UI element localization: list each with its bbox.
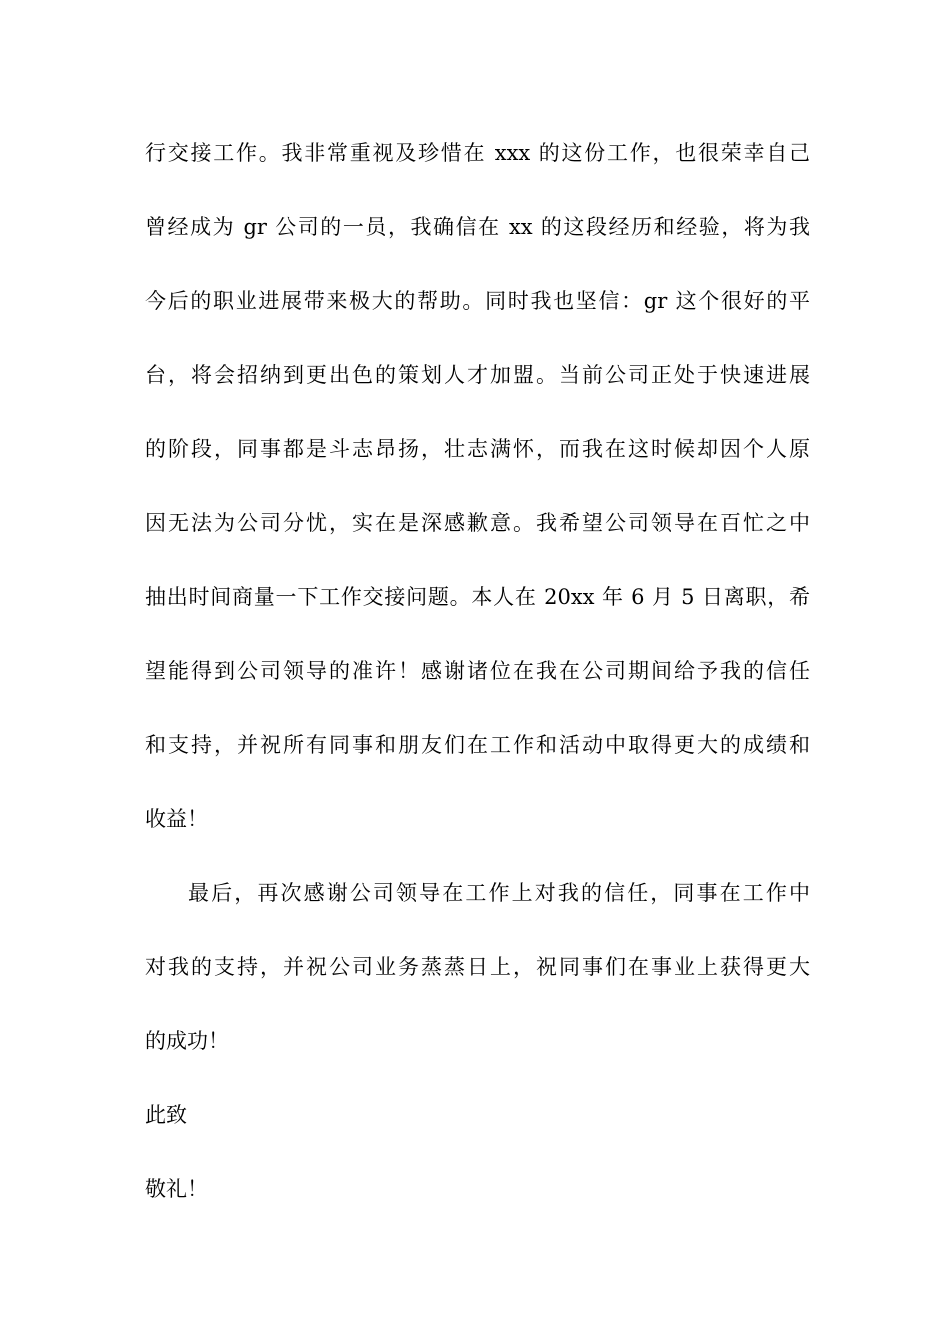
body-line: 今后的职业进展带来极大的帮助。同时我也坚信：gr 这个很好的平 <box>145 289 810 313</box>
salutation-line: 敬礼！ <box>145 1177 208 1201</box>
body-line: 的阶段，同事都是斗志昂扬，壮志满怀，而我在这时候却因个人原 <box>145 437 810 461</box>
body-line: 抽出时间商量一下工作交接问题。本人在 20xx 年 6 月 5 日离职，希 <box>145 585 810 609</box>
body-line: 行交接工作。我非常重视及珍惜在 xxx 的这份工作，也很荣幸自己 <box>145 141 810 165</box>
body-line: 和支持，并祝所有同事和朋友们在工作和活动中取得更大的成绩和 <box>145 733 810 757</box>
body-line: 最后，再次感谢公司领导在工作上对我的信任，同事在工作中 <box>188 881 810 905</box>
body-line: 的成功！ <box>145 1029 229 1053</box>
body-line: 台，将会招纳到更出色的策划人才加盟。当前公司正处于快速进展 <box>145 363 810 387</box>
body-line: 收益！ <box>145 807 208 831</box>
body-line: 对我的支持，并祝公司业务蒸蒸日上，祝同事们在事业上获得更大 <box>145 955 810 979</box>
closing-line: 此致 <box>145 1103 187 1127</box>
body-line: 因无法为公司分忧，实在是深感歉意。我希望公司领导在百忙之中 <box>145 511 810 535</box>
body-line: 望能得到公司领导的准许！感谢诸位在我在公司期间给予我的信任 <box>145 659 810 683</box>
body-line: 曾经成为 gr 公司的一员，我确信在 xx 的这段经历和经验，将为我 <box>145 215 810 239</box>
